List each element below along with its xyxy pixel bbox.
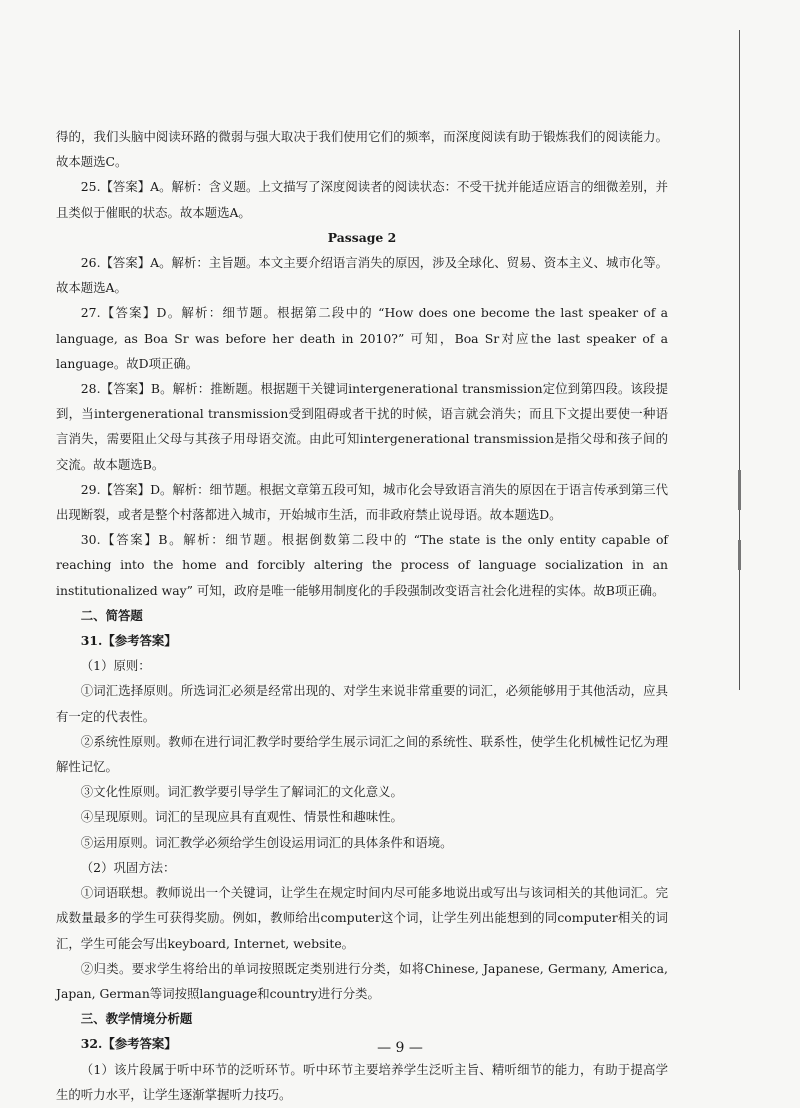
answer-31-heading: 31.【参考答案】 [80,633,177,649]
answer-explanations [56,124,668,1107]
subheading-consolidation: （2）巩固方法： [80,859,176,875]
principle-2: ②系统性原则。教师在进行词汇教学时要给学生展示词汇之间的系统性、联系性，使学生化机械性记忆为理解性记忆。 [56,733,668,775]
principle-5: ⑤运用原则。词汇教学必须给学生创设运用词汇的具体条件和语境。 [80,834,453,850]
page-number: — 9 — [377,1040,423,1056]
binding-margin-mark [738,470,741,510]
answer-25: 25.【答案】A。解析：含义题。上文描写了深度阅读者的阅读状态：不受干扰并能适应语言的细微差别，并且类似于催眠的状态。故本题选A。 [56,179,668,220]
method-2: ②归类。要求学生将给出的单词按照既定类别进行分类，如将Chinese, Japanese, Germany, America, Japan, German等词按照language和country进行分类。 [56,960,668,1001]
principle-4: ④呈现原则。词汇的呈现应具有直观性、情景性和趣味性。 [80,809,403,825]
binding-margin-line [739,30,740,690]
paragraph-continuation: 得的，我们头脑中阅读环路的微弱与强大取决于我们使用它们的频率，而深度阅读有助于锻炼我们的阅读能力。故本题选C。 [56,129,668,170]
answer-26: 26.【答案】A。解析：主旨题。本文主要介绍语言消失的原因，涉及全球化、贸易、资本主义、城市化等。故本题选A。 [56,255,668,296]
binding-margin-mark [738,540,741,570]
section-heading-teaching-situation: 三、教学情境分析题 [80,1011,193,1027]
answer-32-part-1: （1）该片段属于听中环节的泛听环节。听中环节主要培养学生泛听主旨、精听细节的能力，有助于提高学生的听力水平，让学生逐渐掌握听力技巧。 [56,1061,668,1102]
principle-1: ①词汇选择原则。所选词汇必须是经常出现的、对学生来说非常重要的词汇，必须能够用于其他活动，应具有一定的代表性。 [56,683,668,724]
answer-28: 28.【答案】B。解析：推断题。根据题干关键词intergenerational transmission定位到第四段。该段提到，当intergenerational transmission受到阻碍或者干扰的时候，语言就会消失；而且下文提出要使一种语言消失，需要阻止父母与其孩子用母语交流。由此可知intergenerational transmission是指父母和孩子间的交流。故本题选B。 [56,381,668,472]
subheading-principles: （1）原则： [80,658,151,674]
answer-32-heading: 32.【参考答案】 [80,1036,177,1052]
section-heading-short-answer: 二、简答题 [80,607,143,623]
answer-27: 27.【答案】D。解析：细节题。根据第二段中的 “How does one become the last speaker of a language, as Boa Sr was before her death in 2010?” 可知，Boa Sr对应the last speaker of a language。故D项正确。 [56,305,668,371]
answer-29: 29.【答案】D。解析：细节题。根据文章第五段可知，城市化会导致语言消失的原因在于语言传承到第三代出现断裂，或者是整个村落都进入城市，开始城市生活，而非政府禁止说母语。故本题选D。 [56,481,669,523]
principle-3: ③文化性原则。词汇教学要引导学生了解词汇的文化意义。 [80,784,403,800]
passage-title: Passage 2 [327,229,397,245]
method-1: ①词语联想。教师说出一个关键词，让学生在规定时间内尽可能多地说出或写出与该词相关的其他词汇。完成数量最多的学生可获得奖励。例如，教师给出computer这个词，让学生列出能想到的同computer相关的词汇，学生可能会写出keyboard, Internet, website。 [56,885,668,951]
answer-30: 30.【答案】B。解析：细节题。根据倒数第二段中的 “The state is the only entity capable of reaching into the home and forcibly altering the process of language socialization in an institutionalized way” 可知，政府是唯一能够用制度化的手段强制改变语言社会化进程的实体。故B项正确。 [56,532,668,598]
